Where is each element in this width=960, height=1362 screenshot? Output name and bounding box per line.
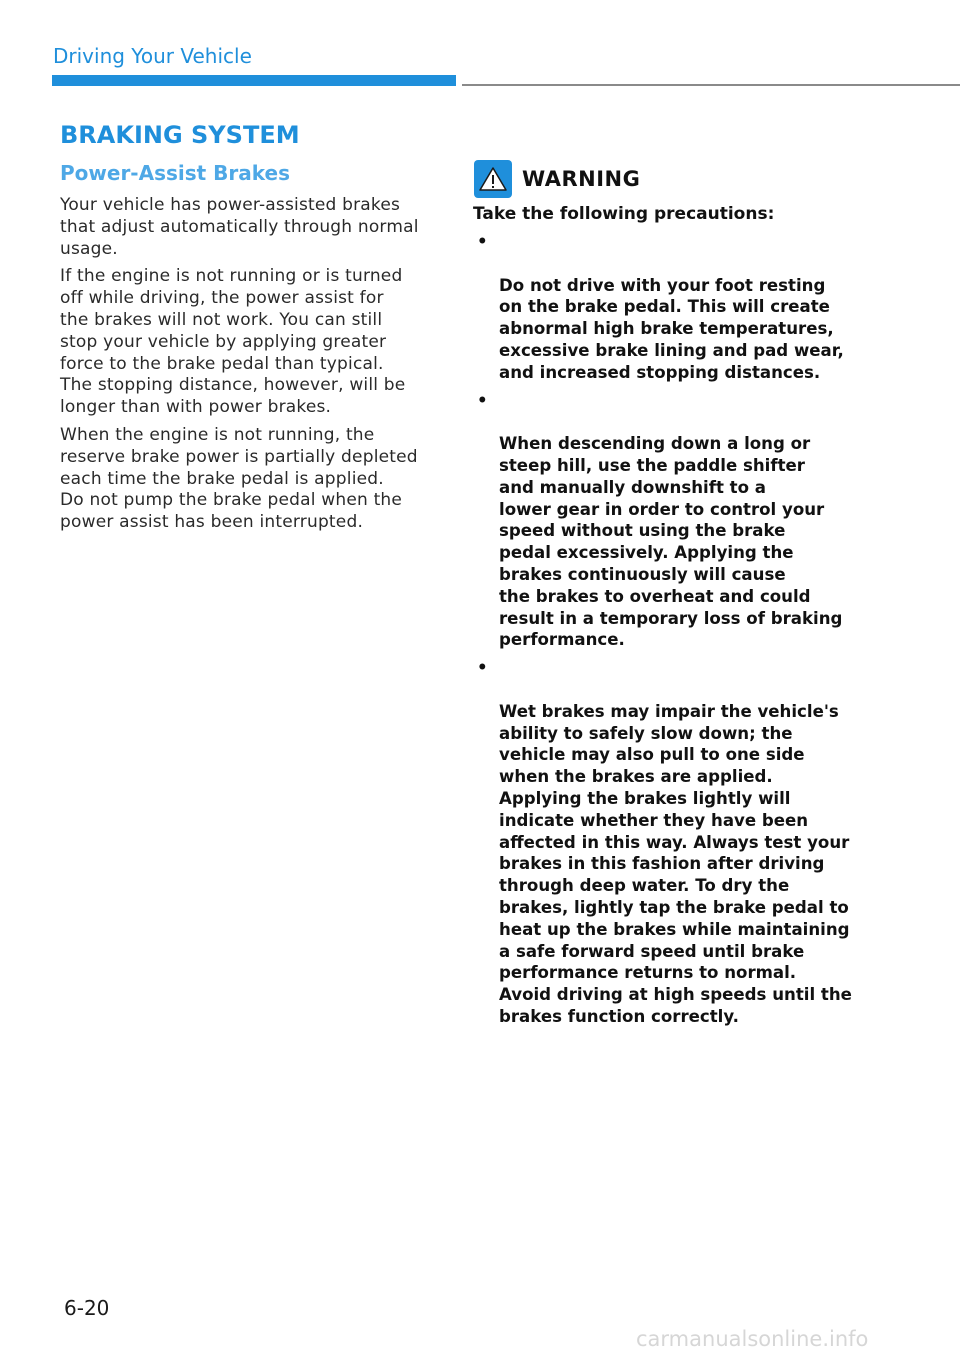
- list-item-text: Do not drive with your foot resting on the brake pedal. This will create abnormal high brake temperatures, excessive brake lining and pad wear, and increased stopping distances.: [499, 275, 844, 382]
- warning-triangle-icon: [474, 160, 512, 198]
- paragraph: If the engine is not running or is turned off while driving, the power assist for the brakes will not work. You can still stop your vehicle by applying greater force to the brake pedal than typical. The stopping distance, however, will be longer than with power brakes.: [60, 266, 406, 418]
- bullet: •: [477, 390, 488, 410]
- header-rule-blue: [52, 75, 456, 86]
- header-rule-gray: [462, 84, 960, 86]
- bullet: •: [477, 658, 488, 678]
- warning-label: WARNING: [522, 167, 641, 191]
- list-item: [473, 390, 873, 652]
- list-item: [473, 657, 873, 1028]
- watermark: carmanualsonline.info: [636, 1327, 869, 1351]
- list-item-text: Wet brakes may impair the vehicle's ability to safely slow down; the vehicle may also pull to one side when the brakes are applied. Applying the brakes lightly will indicate whether they have been affected in this way. Always test your brakes in this fashion after driving through deep water. To dry the brakes, lightly tap the brake pedal to heat up the brakes while maintaining a safe forward speed until brake performance returns to normal. Avoid driving at high speeds until the brakes function correctly.: [499, 701, 852, 1026]
- warning-intro: Take the following precautions:: [473, 204, 775, 224]
- section-header: Driving Your Vehicle: [53, 44, 252, 68]
- list-item-text: When descending down a long or steep hill, use the paddle shifter and manually downshift to a lower gear in order to control your speed without using the brake pedal excessively. Applying the brakes continuously will cause the brakes to overheat and could result in a temporary loss of braking performance.: [499, 434, 843, 650]
- warning-list: [473, 231, 873, 1028]
- warning-box: [473, 203, 873, 1034]
- list-item: [473, 231, 873, 384]
- paragraph: Your vehicle has power-assisted brakes that adjust automatically through normal usage.: [60, 195, 419, 259]
- section-subtitle: Power-Assist Brakes: [60, 161, 291, 185]
- left-column: [60, 195, 438, 540]
- bullet: •: [477, 232, 488, 251]
- page-title: BRAKING SYSTEM: [60, 121, 300, 149]
- paragraph: When the engine is not running, the reserve brake power is partially depleted each time the brake pedal is applied. Do not pump the brake pedal when the power assist has been interrupted.: [60, 424, 418, 533]
- warning-header: [474, 160, 640, 198]
- page-number: 6-20: [64, 1296, 110, 1320]
